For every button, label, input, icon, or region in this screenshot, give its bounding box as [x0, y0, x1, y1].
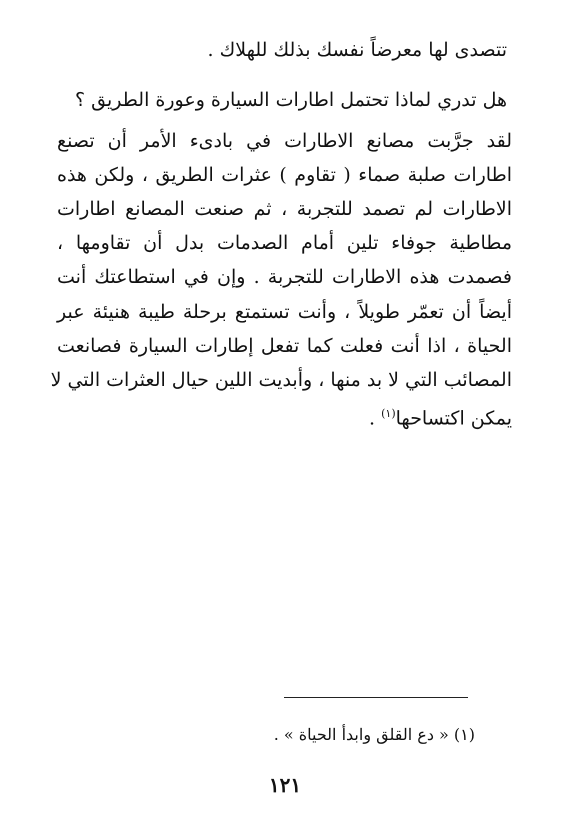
paragraph-last-line	[57, 402, 512, 428]
footnote: (١) « دع القلق وابدأ الحياة » .	[273, 725, 475, 744]
paragraph-line: يمكن اكتساحها	[395, 407, 512, 430]
paragraph-line: اطارات صلبة صماء ( تقاوم ) عثرات الطريق ، ولكن هذه	[57, 164, 512, 186]
page-number: ١٢١	[268, 773, 302, 797]
sentence-end: .	[369, 407, 382, 430]
question-heading: هل تدري لماذا تحتمل اطارات السيارة وعورة الطريق ؟	[74, 89, 507, 111]
intro-line: تتصدى لها معرضاً نفسك بذلك للهلاك .	[207, 39, 507, 61]
paragraph-line: مطاطية جوفاء تلين أمام الصدمات بدل أن تقاومها ،	[57, 232, 512, 254]
footnote-divider	[284, 697, 468, 698]
footnote-marker: (١)	[381, 407, 396, 420]
paragraph-line: أيضاً أن تعمّر طويلاً ، وأنت تستمتع برحلة طيبة هنيئة عبر	[57, 301, 512, 323]
paragraph-line: فصمدت هذه الاطارات للتجربة . وإن في استطاعتك أنت	[57, 266, 512, 288]
paragraph-line: لقد جرَّبت مصانع الاطارات في بادىء الأمر أن تصنع	[57, 130, 512, 152]
paragraph-line: الاطارات لم تصمد للتجربة ، ثم صنعت المصانع اطارات	[57, 198, 512, 220]
paragraph-line: الحياة ، اذا أنت فعلت كما تفعل إطارات السيارة فصانعت	[57, 335, 512, 357]
paragraph-line: المصائب التي لا بد منها ، وأبديت اللين حيال العثرات التي لا	[50, 369, 512, 391]
